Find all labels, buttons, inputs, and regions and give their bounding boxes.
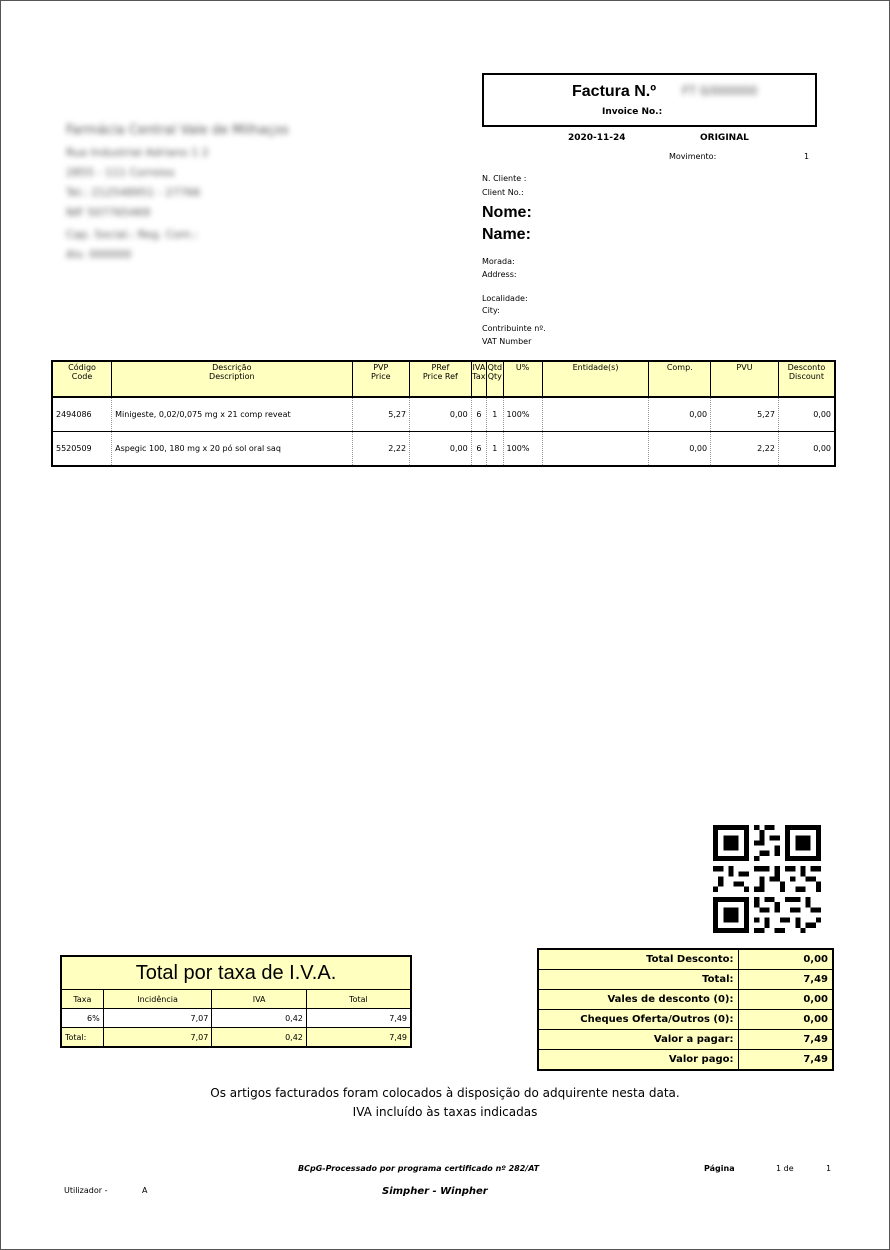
vat-base: 7,07 xyxy=(103,1009,212,1028)
footer-message-line1: Os artigos facturados foram colocados à disposição do adquirente nesta data. xyxy=(210,1086,680,1100)
cell-iva: 6 xyxy=(471,432,486,467)
vat-summary-table xyxy=(60,955,412,1048)
vat-header-iva: IVA xyxy=(212,990,307,1009)
footer-message-line2: IVA incluído às taxas indicadas xyxy=(352,1105,538,1119)
vat-total-iva: 0,42 xyxy=(212,1028,307,1048)
table-row xyxy=(52,397,835,432)
invoice-title: Factura N.º xyxy=(572,83,657,100)
vat-rate: 6% xyxy=(61,1009,103,1028)
certification-note: BCpG-Processado por programa certificado nº 282/AT xyxy=(298,1164,540,1173)
totals-row xyxy=(538,970,833,990)
client-vat-label: Contribuinte nº. xyxy=(482,324,546,333)
header-u: U% xyxy=(503,361,542,397)
cell-code: 5520509 xyxy=(52,432,112,467)
movement-label: Movimento: xyxy=(669,152,717,161)
cell-u: 100% xyxy=(503,432,542,467)
invoice-number: FT 0/000000 xyxy=(682,84,758,98)
totals-value: 7,49 xyxy=(738,1030,833,1050)
cell-qty: 1 xyxy=(487,432,503,467)
totals-value: 0,00 xyxy=(738,990,833,1010)
table-row xyxy=(52,432,835,467)
cell-pvu: 2,22 xyxy=(711,432,779,467)
company-line: Tel.: 212548951 - 27766 xyxy=(66,186,201,199)
header-description: Descrição Description xyxy=(112,361,352,397)
totals-table xyxy=(537,948,834,1071)
company-name: Farmácia Central Vale de Milhaços xyxy=(66,123,289,138)
client-address-label-en: Address: xyxy=(482,270,517,279)
client-address-label: Morada: xyxy=(482,257,515,266)
cell-description: Aspegic 100, 180 mg x 20 pó sol oral saq xyxy=(112,432,352,467)
page-label: Página xyxy=(704,1164,735,1173)
client-name-label-en: Name: xyxy=(482,226,531,243)
page-number: 1 de xyxy=(776,1164,794,1173)
totals-row xyxy=(538,949,833,970)
vat-total: 7,49 xyxy=(306,1009,411,1028)
company-line: Rua Industrial Adriano 1 2 xyxy=(66,146,209,159)
vat-summary-title: Total por taxa de I.V.A. xyxy=(61,956,411,990)
invoice-box xyxy=(482,73,817,127)
totals-label: Cheques Oferta/Outros (0): xyxy=(538,1010,738,1030)
movement-value: 1 xyxy=(804,152,810,161)
cell-comp: 0,00 xyxy=(649,397,711,432)
invoice-date: 2020-11-24 xyxy=(568,133,626,143)
cell-qty: 1 xyxy=(487,397,503,432)
vat-total-row xyxy=(61,1028,411,1048)
client-name-label: Nome: xyxy=(482,204,532,221)
vat-header-row xyxy=(61,990,411,1009)
vat-header-base: Incidência xyxy=(103,990,212,1009)
cell-entity xyxy=(542,432,649,467)
qr-code-icon xyxy=(713,825,821,933)
vat-header-total: Total xyxy=(306,990,411,1009)
totals-value: 7,49 xyxy=(738,1050,833,1071)
company-line: NIF 507765469 xyxy=(66,206,151,219)
cell-comp: 0,00 xyxy=(649,432,711,467)
copy-type: ORIGINAL xyxy=(700,133,749,143)
totals-label: Valor a pagar: xyxy=(538,1030,738,1050)
client-number-label-en: Client No.: xyxy=(482,188,524,197)
vat-row xyxy=(61,1009,411,1028)
totals-label: Total: xyxy=(538,970,738,990)
header-comp: Comp. xyxy=(649,361,711,397)
items-header-row xyxy=(52,361,835,397)
totals-label: Total Desconto: xyxy=(538,949,738,970)
header-discount: Desconto Discount xyxy=(778,361,835,397)
cell-u: 100% xyxy=(503,397,542,432)
cell-description: Minigeste, 0,02/0,075 mg x 21 comp reveat xyxy=(112,397,352,432)
user-label: Utilizador - xyxy=(64,1186,108,1195)
company-line: Cap. Social.: Reg. Com.: xyxy=(66,228,198,241)
company-line: Alv. 000000 xyxy=(66,248,132,261)
cell-entity xyxy=(542,397,649,432)
totals-row xyxy=(538,1030,833,1050)
header-code: Código Code xyxy=(52,361,112,397)
totals-label: Valor pago: xyxy=(538,1050,738,1071)
header-qty: Qtd Qty xyxy=(487,361,503,397)
cell-discount: 0,00 xyxy=(778,397,835,432)
totals-value: 0,00 xyxy=(738,949,833,970)
totals-value: 7,49 xyxy=(738,970,833,990)
client-vat-label-en: VAT Number xyxy=(482,337,532,346)
cell-iva: 6 xyxy=(471,397,486,432)
vat-header-rate: Taxa xyxy=(61,990,103,1009)
items-table xyxy=(51,360,836,467)
totals-value: 0,00 xyxy=(738,1010,833,1030)
header-pvp: PVP Price xyxy=(352,361,410,397)
user-value: A xyxy=(142,1186,148,1195)
client-city-label-en: City: xyxy=(482,306,500,315)
totals-row xyxy=(538,1010,833,1030)
cell-pvp: 2,22 xyxy=(352,432,410,467)
company-line: 2855 - 111 Corroios xyxy=(66,166,175,179)
invoice-subtitle: Invoice No.: xyxy=(602,107,663,117)
cell-pref: 0,00 xyxy=(410,432,472,467)
page-total: 1 xyxy=(826,1164,832,1173)
client-city-label: Localidade: xyxy=(482,294,528,303)
cell-discount: 0,00 xyxy=(813,444,831,453)
cell-pvp: 5,27 xyxy=(352,397,410,432)
totals-row xyxy=(538,1050,833,1071)
cell-pvu: 5,27 xyxy=(711,397,779,432)
header-iva: IVA Tax xyxy=(471,361,486,397)
cell-code: 2494086 xyxy=(52,397,112,432)
client-number-label: N. Cliente : xyxy=(482,174,527,183)
cell-pref: 0,00 xyxy=(410,397,472,432)
totals-row xyxy=(538,990,833,1010)
software-name: Simpher - Winpher xyxy=(382,1186,488,1197)
totals-label: Vales de desconto (0): xyxy=(538,990,738,1010)
vat-iva: 0,42 xyxy=(212,1009,307,1028)
vat-total-total: 7,49 xyxy=(306,1028,411,1048)
vat-total-label: Total: xyxy=(61,1028,103,1048)
vat-total-base: 7,07 xyxy=(103,1028,212,1048)
header-pref: PRef Price Ref xyxy=(410,361,472,397)
header-entity: Entidade(s) xyxy=(542,361,649,397)
header-pvu: PVU xyxy=(711,361,779,397)
